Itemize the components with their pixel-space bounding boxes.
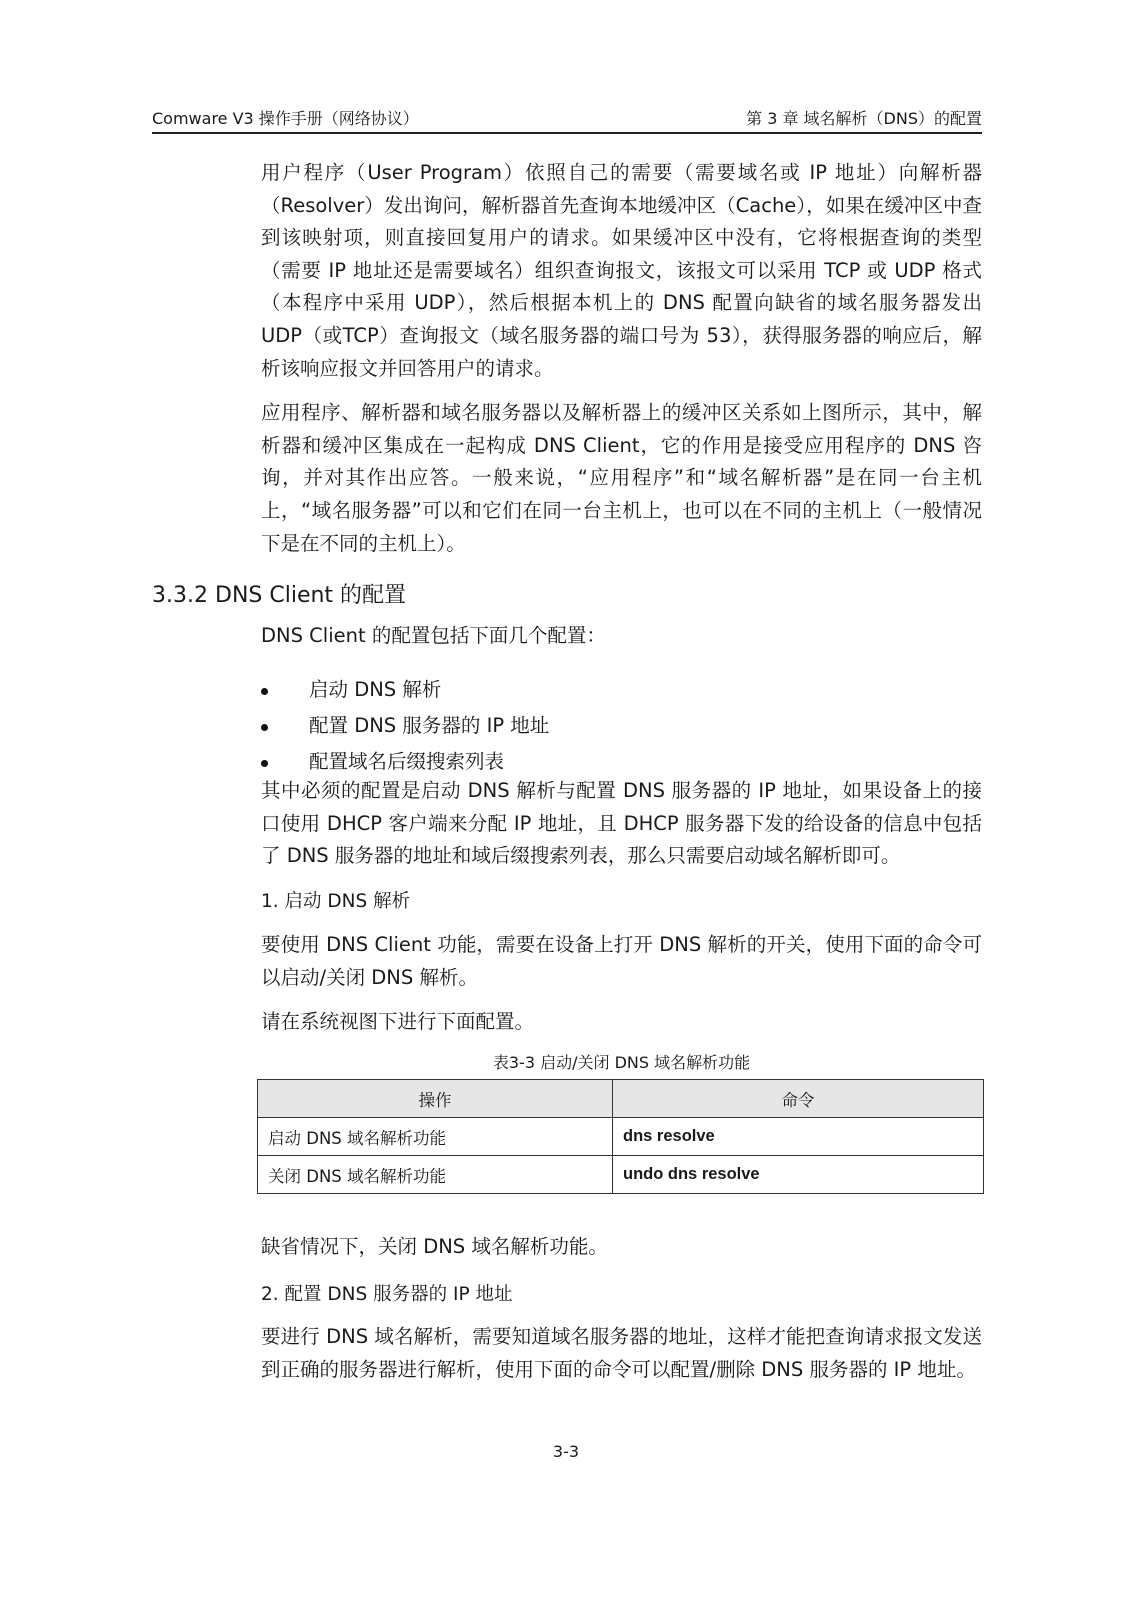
list-item-label: 启动 DNS 解析 xyxy=(309,678,442,701)
config-bullet-list xyxy=(261,672,982,780)
table-header-row xyxy=(258,1080,984,1118)
subsection-1-heading: 1. 启动 DNS 解析 xyxy=(261,891,411,912)
header-manual-title: Comware V3 操作手册（网络协议） xyxy=(152,109,419,128)
section-heading xyxy=(152,581,406,611)
bullet-icon xyxy=(261,688,268,695)
subsection-1-note: 请在系统视图下进行下面配置。 xyxy=(261,1010,535,1034)
list-item-label: 配置 DNS 服务器的 IP 地址 xyxy=(309,714,550,737)
subsection-2-paragraph: 要进行 DNS 域名解析，需要知道域名服务器的地址，这样才能把查询请求报文发送到正确的服务器进行解析，使用下面的命令可以配置/删除 DNS 服务器的 IP 地址。 xyxy=(261,1325,982,1381)
column-header-command: 命令 xyxy=(613,1080,984,1118)
table-cell-operation: 关闭 DNS 域名解析功能 xyxy=(258,1156,613,1194)
table-cell-operation: 启动 DNS 域名解析功能 xyxy=(258,1118,613,1156)
default-note: 缺省情况下，关闭 DNS 域名解析功能。 xyxy=(261,1235,608,1258)
bullet-icon xyxy=(261,724,268,731)
page-number: 3-3 xyxy=(552,1442,580,1461)
section-title: DNS Client 的配置 xyxy=(215,583,407,608)
column-header-operation: 操作 xyxy=(258,1080,613,1118)
after-bullets-section xyxy=(261,775,982,885)
table-cell-command: undo dns resolve xyxy=(613,1156,984,1194)
section-intro xyxy=(261,620,982,665)
list-item-label: 配置域名后缀搜索列表 xyxy=(309,750,505,773)
section-number: 3.3.2 xyxy=(152,583,208,608)
section-intro-text: DNS Client 的配置包括下面几个配置： xyxy=(261,624,606,647)
table-caption: 表3-3 启动/关闭 DNS 域名解析功能 xyxy=(492,1053,751,1072)
table-row xyxy=(258,1156,984,1194)
after-bullets-paragraph: 其中必须的配置是启动 DNS 解析与配置 DNS 服务器的 IP 地址，如果设备上的接口使用 DHCP 客户端来分配 IP 地址，且 DHCP 服务器下发的给设备的信息中包括了 DNS 服务器的地址和域后缀搜索列表，那么只需要启动域名解析即可。 xyxy=(261,779,982,868)
subsection-1-body xyxy=(261,929,982,1051)
command-table xyxy=(257,1079,984,1194)
table-cell-command: dns resolve xyxy=(613,1118,984,1156)
list-item xyxy=(261,672,982,708)
intro-paragraph-2: 应用程序、解析器和域名服务器以及解析器上的缓冲区关系如上图所示，其中，解析器和缓冲区集成在一起构成 DNS Client，它的作用是接受应用程序的 DNS 咨询，并对其作出应答。一般来说，“应用程序”和“域名解析器”是在同一台主机上，“域名服务器”可以和它们在同一台主机上，也可以在不同的主机上（一般情况下是在不同的主机上）。 xyxy=(261,401,982,555)
table-row xyxy=(258,1118,984,1156)
bullet-icon xyxy=(261,760,268,767)
subsection-2-body xyxy=(261,1321,982,1398)
intro-paragraph-1: 用户程序（User Program）依照自己的需要（需要域名或 IP 地址）向解析器（Resolver）发出询问，解析器首先查询本地缓冲区（Cache），如果在缓冲区中查到该映射项，则直接回复用户的请求。如果缓冲区中没有，它将根据查询的类型（需要 IP 地址还是需要域名）组织查询报文，该报文可以采用 TCP 或 UDP 格式（本程序中采用 UDP），然后根据本机上的 DNS 配置向缺省的域名服务器发出 UDP（或TCP）查询报文（域名服务器的端口号为 53），获得服务器的响应后，解析该响应报文并回答用户的请求。 xyxy=(261,161,982,380)
subsection-2-heading: 2. 配置 DNS 服务器的 IP 地址 xyxy=(261,1284,513,1305)
list-item xyxy=(261,708,982,744)
intro-section xyxy=(261,157,982,572)
header-chapter-title: 第 3 章 域名解析（DNS）的配置 xyxy=(746,109,982,128)
default-note-section xyxy=(261,1231,982,1276)
subsection-1-paragraph: 要使用 DNS Client 功能，需要在设备上打开 DNS 解析的开关，使用下面的命令可以启动/关闭 DNS 解析。 xyxy=(261,933,982,989)
page-header xyxy=(152,106,982,134)
